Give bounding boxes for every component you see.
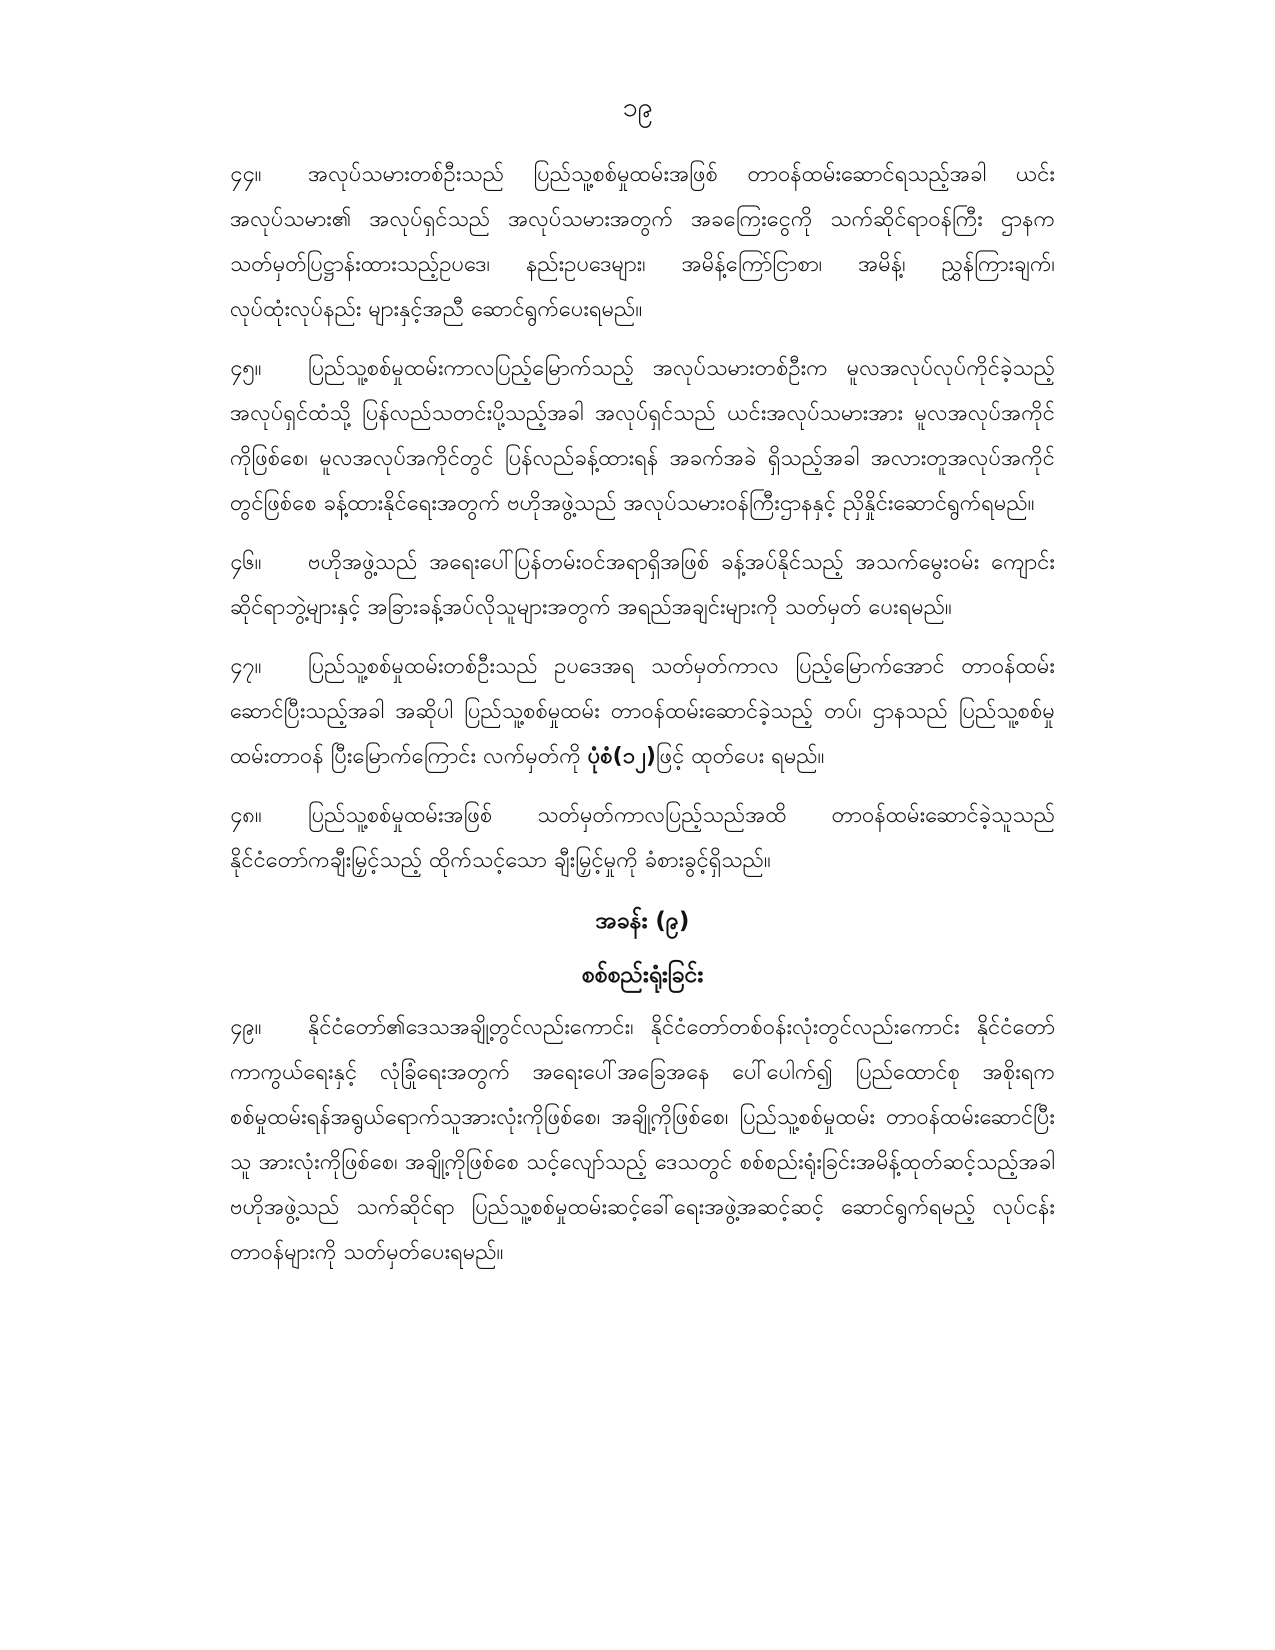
- paragraph-47: [230, 644, 1055, 779]
- chapter-title: စစ်စည်းရုံးခြင်း: [581, 962, 704, 988]
- paragraph-text: နိုင်ငံတော်၏ဒေသအချို့တွင်လည်းကောင်း၊ နိုင်ငံတော်တစ်ဝန်းလုံးတွင်လည်းကောင်း နိုင်ငံတော်ကာကွယ်ရေးနှင့် လုံခြုံရေးအတွက် အရေးပေါ်အခြေအနေ ပေါ်ပေါက်၍ ပြည်ထောင်စု အစိုးရက စစ်မှုထမ်းရန်အရွယ်ရောက်သူအားလုံးကိုဖြစ်စေ၊ အချို့ကိုဖြစ်စေ၊ ပြည်သူ့စစ်မှုထမ်း တာဝန်ထမ်းဆောင်ပြီးသူ အားလုံးကိုဖြစ်စေ၊ အချို့ကိုဖြစ်စေ သင့်လျော်သည့် ဒေသတွင် စစ်စည်းရုံးခြင်းအမိန့်ထုတ်ဆင့်သည့်အခါ ဗဟိုအဖွဲ့သည် သက်ဆိုင်ရာ ပြည်သူ့စစ်မှုထမ်းဆင့်ခေါ်ရေးအဖွဲ့အဆင့်ဆင့် ဆောင်ရွက်ရမည့် လုပ်ငန်းတာဝန်များကို သတ်မှတ်ပေးရမည်။: [230, 1015, 1055, 1265]
- paragraph-text: ပြည်သူ့စစ်မှုထမ်းတစ်ဦးသည် ဥပဒေအရ သတ်မှတ်ကာလ ပြည့်မြောက်အောင် တာဝန်ထမ်းဆောင်ပြီးသည့်အခါ အဆိုပါ ပြည်သူ့စစ်မှုထမ်း တာဝန်ထမ်းဆောင်ခဲ့သည့် တပ်၊ ဌာနသည် ပြည်သူ့စစ်မှုထမ်းတာဝန် ပြီးမြောက်ကြောင်း လက်မှတ်ကို: [230, 654, 1055, 769]
- paragraph-text: ဗဟိုအဖွဲ့သည် အရေးပေါ်ပြန်တမ်းဝင်အရာရှိအဖြစ် ခန့်အပ်နိုင်သည့် အသက်မွေးဝမ်း ကျောင်းဆိုင်ရာဘွဲ့များနှင့် အခြားခန့်အပ်လိုသူများအတွက် အရည်အချင်းများကို သတ်မှတ် ပေးရမည်။: [230, 550, 1055, 620]
- paragraph-44: [230, 152, 1055, 332]
- paragraph-text: ပြည်သူ့စစ်မှုထမ်းကာလပြည့်မြောက်သည့် အလုပ်သမားတစ်ဦးက မူလအလုပ်လုပ်ကိုင်ခဲ့သည့် အလုပ်ရှင်ထံသို့ ပြန်လည်သတင်းပို့သည့်အခါ အလုပ်ရှင်သည် ယင်းအလုပ်သမားအား မူလအလုပ်အကိုင်ကိုဖြစ်စေ၊ မူလအလုပ်အကိုင်တွင် ပြန်လည်ခန့်ထားရန် အခက်အခဲ ရှိသည့်အခါ အလားတူအလုပ်အကိုင်တွင်ဖြစ်စေ ခန့်ထားနိုင်ရေးအတွက် ဗဟိုအဖွဲ့သည် အလုပ်သမားဝန်ကြီးဌာနနှင့် ညှိနှိုင်းဆောင်ရွက်ရမည်။: [230, 356, 1055, 516]
- paragraph-number: ၄၅။: [230, 356, 262, 381]
- paragraph-number: ၄၈။: [230, 803, 262, 828]
- paragraph-number: ၄၇။: [230, 654, 262, 679]
- paragraph-number: ၄၄။: [230, 162, 262, 187]
- paragraph-text: ပြည်သူ့စစ်မှုထမ်းအဖြစ် သတ်မှတ်ကာလပြည့်သည်အထိ တာဝန်ထမ်းဆောင်ခဲ့သူသည် နိုင်ငံတော်ကချီးမြှင့်သည့် ထိုက်သင့်သော ချီးမြှင့်မှုကို ခံစားခွင့်ရှိသည်။: [230, 803, 1055, 873]
- page-content: [230, 152, 1055, 1289]
- paragraph-text-end: ဖြင့် ထုတ်ပေး ရမည်။: [655, 744, 825, 769]
- paragraph-45: [230, 346, 1055, 526]
- chapter-number: အခန်း (၉): [595, 908, 690, 934]
- paragraph-number: ၄၉။: [230, 1015, 262, 1040]
- page-number: ၁၉: [622, 92, 653, 123]
- paragraph-number: ၄၆။: [230, 550, 262, 575]
- paragraph-49: [230, 1005, 1055, 1275]
- paragraph-48: [230, 793, 1055, 883]
- paragraph-46: [230, 540, 1055, 630]
- paragraph-text: အလုပ်သမားတစ်ဦးသည် ပြည်သူ့စစ်မှုထမ်းအဖြစ် တာဝန်ထမ်းဆောင်ရသည့်အခါ ယင်းအလုပ်သမား၏ အလုပ်ရှင်သည် အလုပ်သမားအတွက် အခကြေးငွေကို သက်ဆိုင်ရာဝန်ကြီး ဌာနက သတ်မှတ်ပြဋ္ဌာန်းထားသည့်ဥပဒေ၊ နည်းဥပဒေများ၊ အမိန့်ကြော်ငြာစာ၊ အမိန့်၊ ညွှန်ကြားချက်၊ လုပ်ထုံးလုပ်နည်း များနှင့်အညီ ဆောင်ရွက်ပေးရမည်။: [230, 162, 1055, 322]
- form-reference: ပုံစံ(၁၂): [587, 744, 656, 769]
